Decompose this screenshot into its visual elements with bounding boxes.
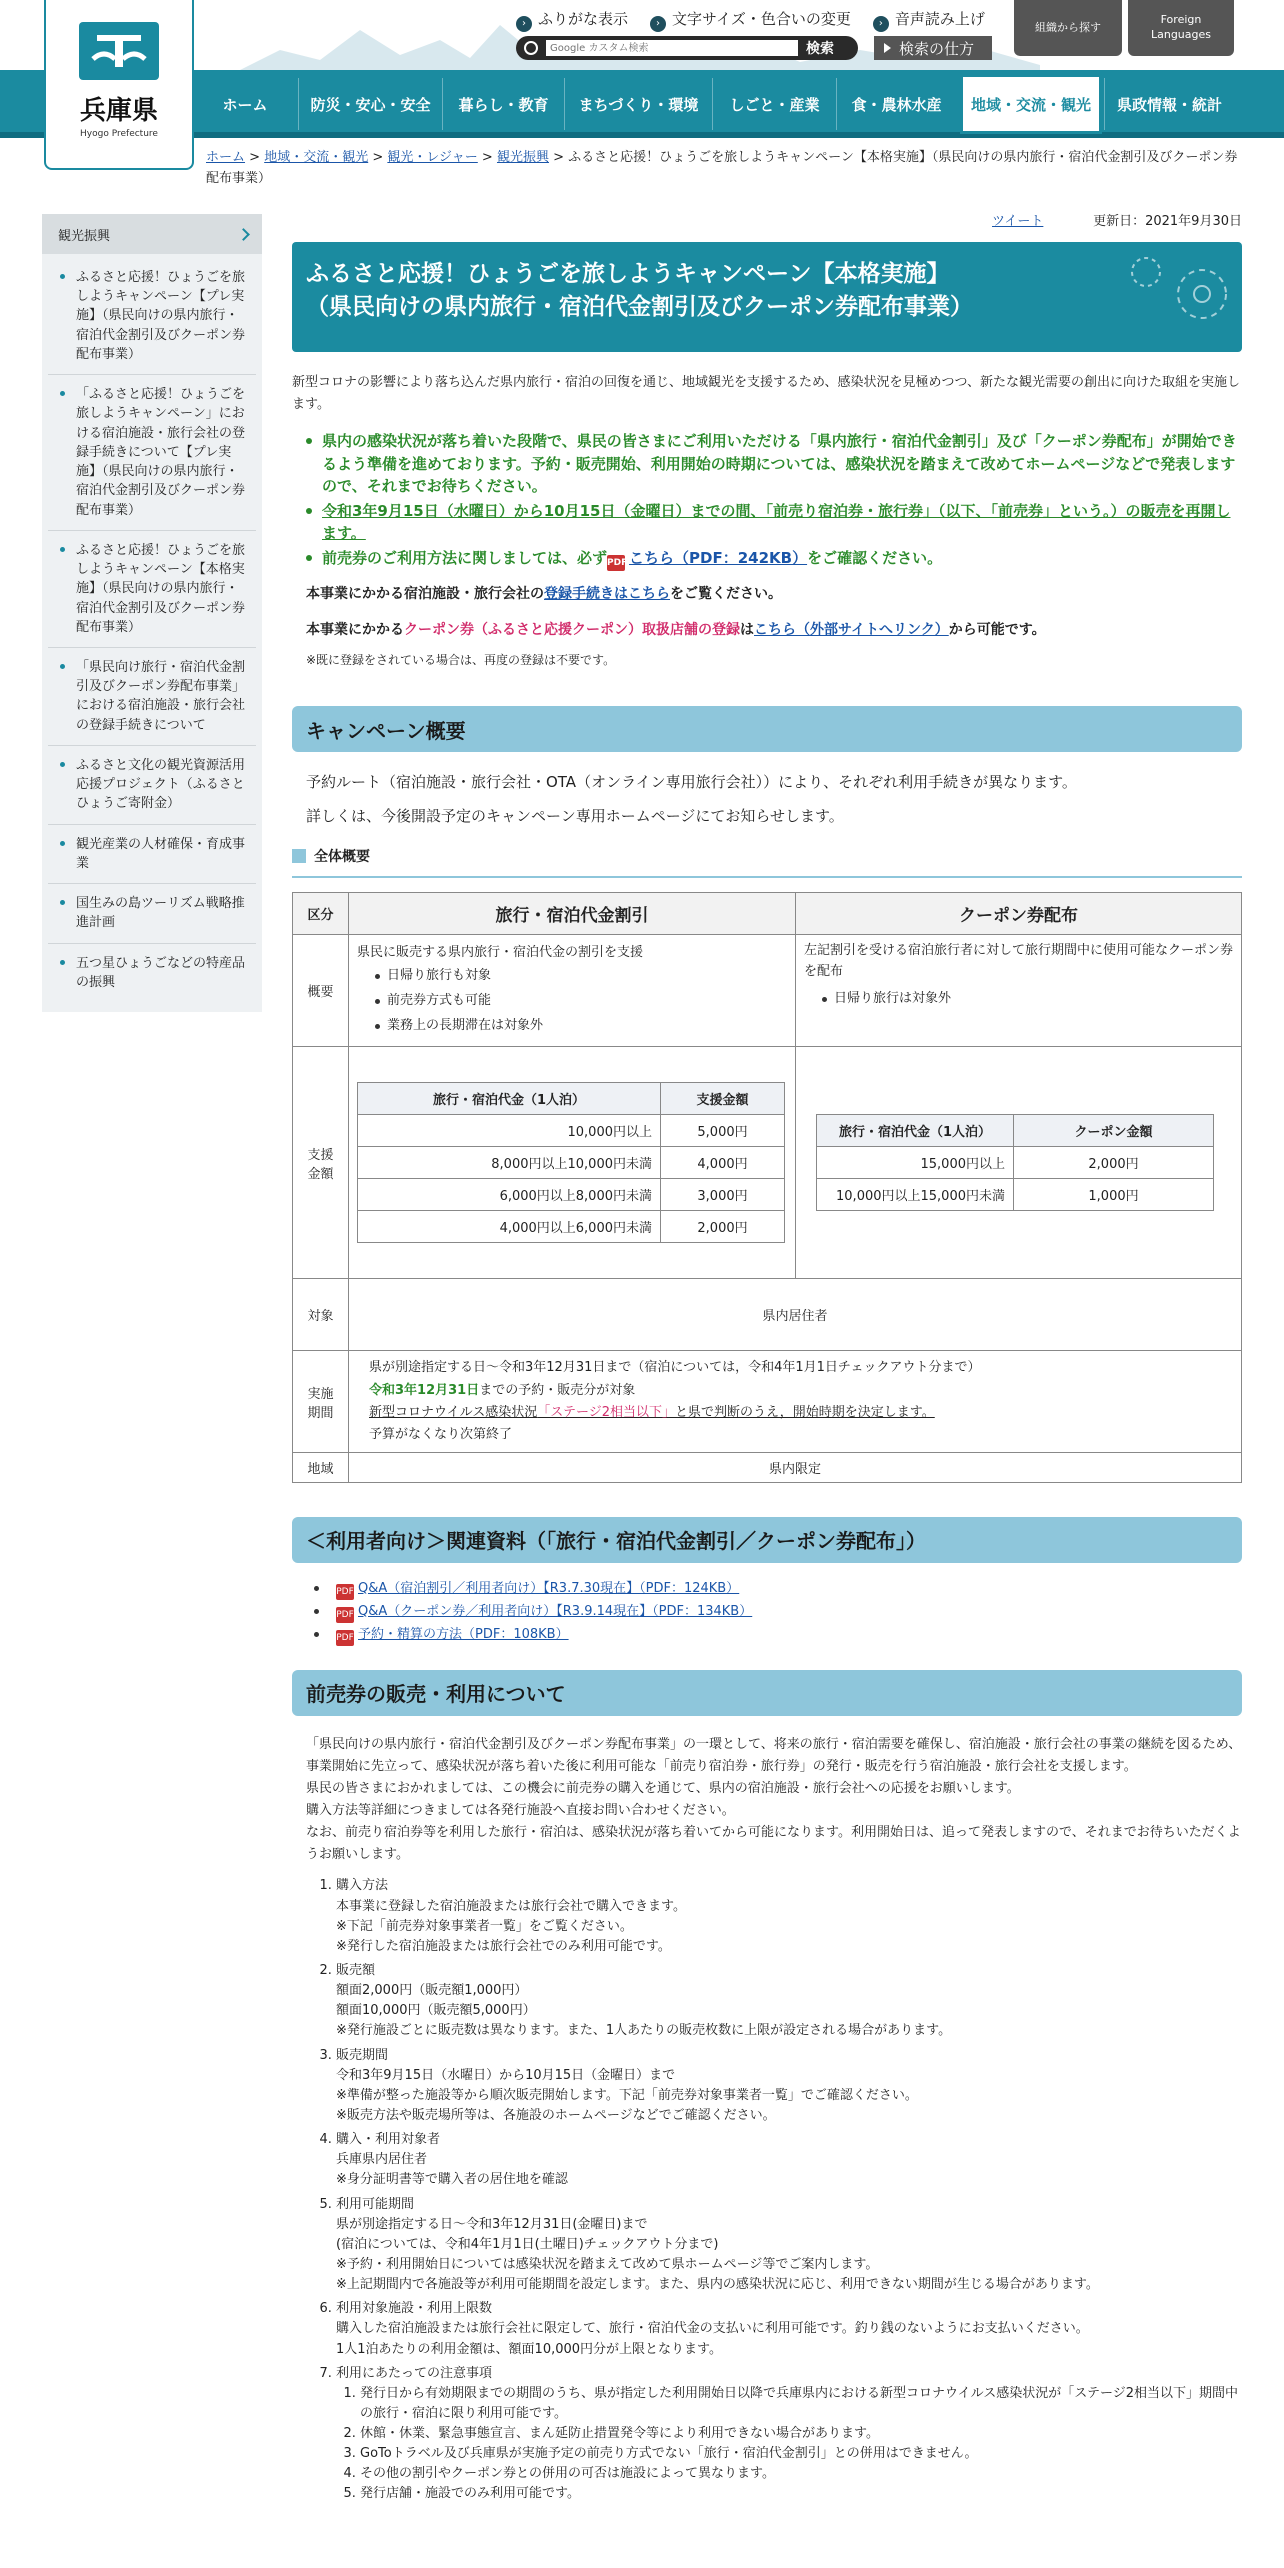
section-heading-documents: ＜利用者向け＞関連資料（「旅行・宿泊代金割引／クーポン券配布」）: [292, 1517, 1242, 1563]
chevron-right-icon: ›: [873, 16, 889, 32]
document-item: [336, 1602, 1242, 1623]
breadcrumb-current: ふるさと応援！ひょうごを旅しようキャンペーン【本格実施】（県民向けの県内旅行・宿泊代金割引及びクーポン券配布事業）: [206, 150, 1238, 186]
external-site-link[interactable]: こちら（外部サイトへリンク）: [754, 622, 949, 639]
updated-date: 更新日：2021年9月30日: [1093, 214, 1242, 229]
document-item: [336, 1579, 1242, 1600]
prefecture-logo[interactable]: [44, 0, 194, 170]
documents-list: [292, 1579, 1242, 1646]
sidebar-item[interactable]: 観光産業の人材確保・育成事業: [48, 825, 256, 884]
nav-town[interactable]: まちづくり・環境: [564, 78, 712, 130]
list-item: 7. 利用にあたっての注意事項 1. 発行日から有効期限までの期間のうち、県が指定した利用開始日以降で兵庫県内における新型コロナウイルス感染状況が「ステージ2相当以下」期間中の旅行・宿泊に限り利用可能です。 2. 休館・休業、緊急事態宣言、まん延防止措置発令等により利用できない場合があります。 3. GoToトラベル及び兵庫県が実施予定の前売り方式でない「旅行・宿泊代金割引」との併用はできません。 4. その他の割引やクーポン券との併用の可否は施設によって異なります。 5. 発行店舗・施設でのみ利用可能です。: [336, 2364, 1242, 2505]
search-howto-button[interactable]: 検索の仕方: [874, 36, 992, 60]
list-item: 5. 利用可能期間 県が別途指定する日～令和3年12月31日(金曜日)まで (宿泊については、令和4年1月1日(土曜日)チェックアウト分まで) ※予約・利用開始日については感染状況を踏まえて改めて県ホームページ等でご案内します。 ※上記期間内で各施設等が利用可能期間を設定します。また、県内の感染状況に応じ、利用できない期間が生じる場合があります。: [336, 2195, 1242, 2296]
list-item: 6. 利用対象施設・利用上限数 購入した宿泊施設または旅行会社に限定して、旅行・宿泊代金の支払いに利用可能です。釣り銭のないようにお支払いください。 1人1泊あたりの利用金額は、額面10,000円分が上限となります。: [336, 2299, 1242, 2359]
table-header: 支援金額: [661, 1083, 785, 1115]
foreign-languages-button[interactable]: Foreign Languages: [1128, 0, 1234, 56]
list-item: 日帰り旅行は対象外: [822, 987, 1233, 1012]
logo-text: 兵庫県: [79, 96, 158, 126]
notice-item: 令和3年9月15日（水曜日）から10月15日（金曜日）までの間、「前売り宿泊券・旅行券」（以下、「前売券」という。）の販売を再開します。: [322, 500, 1242, 545]
notice-item: 前売券のご利用方法に関しましては、必ずPDF こちら（PDF：242KB）をご確認ください。: [322, 547, 1242, 571]
org-search-button[interactable]: 組織から探す: [1014, 0, 1122, 56]
list-item: 日帰り旅行も対象: [375, 964, 787, 989]
table-header: 旅行・宿泊代金（1人泊）: [358, 1083, 661, 1115]
chevron-right-icon: ›: [650, 16, 666, 32]
chevron-right-icon: [237, 228, 250, 241]
row-label: 概要: [293, 935, 349, 1047]
read-aloud-link[interactable]: › 音声読み上げ: [873, 8, 985, 32]
sidebar-item[interactable]: 国生みの島ツーリズム戦略推進計画: [48, 884, 256, 943]
pdf-icon: PDF: [607, 555, 625, 571]
list-item: 4. その他の割引やクーポン券との併用の可否は施設によって異なります。: [360, 2464, 1242, 2484]
main-content: [292, 210, 1242, 2509]
sidebar-item[interactable]: 「県民向け旅行・宿泊代金割引及びクーポン券配布事業」における宿泊施設・旅行会社の登録手続きについて: [48, 648, 256, 746]
notice-list: [292, 430, 1242, 571]
tweet-link[interactable]: ツイート: [992, 214, 1044, 229]
table-header: 旅行・宿泊代金（1人泊）: [817, 1115, 1014, 1147]
sidebar-item[interactable]: ふるさと文化の観光資源活用応援プロジェクト（ふるさとひょうご寄附金）: [48, 746, 256, 825]
table-row: 15,000円以上 2,000円: [817, 1147, 1214, 1179]
sidebar-item[interactable]: ふるさと応援！ひょうごを旅しようキャンペーン【本格実施】（県民向けの県内旅行・宿泊代金割引及びクーポン券配布事業）: [48, 531, 256, 648]
sidebar-title[interactable]: 観光振興: [42, 214, 262, 254]
subheading-summary: 全体概要: [292, 846, 1242, 878]
square-icon: [292, 849, 306, 863]
list-item: 1. 購入方法 本事業に登録した宿泊施設または旅行会社で購入できます。 ※下記「前売券対象事業者一覧」をご覧ください。 ※発行した宿泊施設または旅行会社でのみ利用可能です。: [336, 1876, 1242, 1957]
list-item: 3. GoToトラベル及び兵庫県が実施予定の前売り方式でない「旅行・宿泊代金割引」との併用はできません。: [360, 2444, 1242, 2464]
area-value: 県内限定: [349, 1452, 1242, 1482]
nav-tourism[interactable]: 地域・交流・観光: [960, 74, 1102, 134]
search-input[interactable]: [546, 40, 798, 56]
outline-list: [357, 964, 787, 1038]
table-header: クーポン券配布: [796, 893, 1242, 935]
play-icon: [884, 43, 891, 53]
row-label: 地域: [293, 1452, 349, 1482]
reservation-method-link[interactable]: 予約・精算の方法（PDF：108KB）: [358, 1626, 569, 1642]
site-header: [0, 0, 1284, 160]
nav-home[interactable]: ホーム: [222, 95, 268, 114]
coupon-table: [816, 1114, 1214, 1211]
furigana-link[interactable]: › ふりがな表示: [516, 8, 628, 32]
sidebar-item[interactable]: 「ふるさと応援！ひょうごを旅しようキャンペーン」における宿泊施設・旅行会社の登録手続きについて【プレ実施】（県民向けの県内旅行・宿泊代金割引及びクーポン券配布事業）: [48, 375, 256, 531]
nav-food[interactable]: 食・農林水産: [836, 78, 956, 130]
discount-table: [357, 1082, 785, 1243]
breadcrumb-leisure[interactable]: 観光・レジャー: [387, 150, 478, 165]
breadcrumb-home[interactable]: ホーム: [206, 150, 246, 165]
notice-item: 県内の感染状況が落ち着いた段階で、県民の皆さまにご利用いただける「県内旅行・宿泊代金割引」及び「クーポン券配布」が開始できるよう準備を進めております。予約・販売開始、利用開始の時期については、感染状況を踏まえて改めてホームページなどで発表しますので、それまでお待ちください。: [322, 430, 1242, 498]
flower-decoration-icon: [1122, 254, 1232, 338]
nav-disaster[interactable]: 防災・安心・安全: [298, 78, 442, 130]
presale-intro: 「県民向けの県内旅行・宿泊代金割引及びクーポン券配布事業」の一環として、将来の旅行・宿泊需要を確保し、宿泊施設・旅行会社の事業の継続を図るため、事業開始に先立って、感染状況が落ち着いた後に利用可能な「前売り宿泊券・旅行券」の発行・販売を行う宿泊施設・旅行会社を支援します。 県民の皆さまにおかれましては、この機会に前売券の購入を通じて、県内の宿泊施設・旅行会社への応援をお願いします。 購入方法等詳細につきましては各発行施設へ直接お問い合わせください。 なお、前売り宿泊券等を利用した旅行・宿泊は、感染状況が落ち着いてから可能になります。利用開始日は、追って発表しますので、それまでお待ちいただくようお願いします。: [306, 1736, 1242, 1863]
overview-table: 区分 旅行・宿泊代金割引 クーポン券配布 概要 県民に販売する県内旅行・宿泊代金の割引を支援 日帰り旅行も対象 前売券方式も可能 業務上の長期滞在は対象外 左記割引を受ける宿泊旅行者に対して旅行期間中に使用可能なクーポン券を配布 日帰り旅行は対象外 支援 金額 旅行・宿泊代金（1人泊） 支援金額 10,000円以上 5,000円 8,000円以上10,000円未満 4,000円 6,000円以上8,000円未満 3,000円 4,000円以上6,000円未満 2,000円 旅行・宿泊代金（1人泊） クーポン金額 15,000円以上 2,000円 10,000円以上15,000円未満 1,000円 対象 県内居住者 実施 期間 県が別途指定する日～令和3年12月31日まで（宿泊については，令和4年1月1日チェックアウト分まで） 令和3年12月31日までの予約・販売分が対象 新型コロナウイルス感染状況「ステージ2相当以下」と県で判断のうえ，開始時期を決定します。 予算がなくなり次第終了 地域 県内限定: [292, 892, 1242, 1482]
coupon-store-text: 本事業にかかるクーポン券（ふるさと応援クーポン）取扱店舗の登録はこちら（外部サイトへリンク）から可能です。: [306, 622, 1046, 639]
list-item: 1. 発行日から有効期限までの期間のうち、県が指定した利用開始日以降で兵庫県内における新型コロナウイルス感染状況が「ステージ2相当以下」期間中の旅行・宿泊に限り利用可能です。: [360, 2384, 1242, 2424]
font-size-link[interactable]: › 文字サイズ・色合いの変更: [650, 8, 851, 32]
presale-details-list: [336, 1876, 1242, 2504]
search-bar: [516, 36, 858, 60]
intro-text: 新型コロナの影響により落ち込んだ県内旅行・宿泊の回復を通じ、地域観光を支援するため、感染状況を見極めつつ、新たな観光需要の創出に向けた取組を実施します。: [292, 375, 1240, 413]
sidebar-item[interactable]: ふるさと応援！ひょうごを旅しようキャンペーン【プレ実施】（県民向けの県内旅行・宿泊代金割引及びクーポン券配布事業）: [48, 258, 256, 375]
document-item: [336, 1625, 1242, 1646]
nav-government[interactable]: 県政情報・統計: [1104, 78, 1234, 130]
qa-discount-link[interactable]: Q&A（宿泊割引／利用者向け）【R3.7.30現在】（PDF：124KB）: [358, 1580, 740, 1596]
table-header: 区分: [293, 893, 349, 935]
pdf-icon: PDF: [336, 1607, 354, 1623]
usage-pdf-link[interactable]: こちら（PDF：242KB）: [629, 548, 808, 567]
table-row: 4,000円以上6,000円未満 2,000円: [358, 1211, 785, 1243]
registration-link[interactable]: 登録手続きはこちら: [544, 585, 670, 602]
table-row: 8,000円以上10,000円未満 4,000円: [358, 1147, 785, 1179]
list-item: 5. 発行店舗・施設でのみ利用可能です。: [360, 2484, 1242, 2504]
logo-subtext: Hyogo Prefecture: [80, 129, 158, 139]
overview-text-1: 予約ルート（宿泊施設・旅行会社・OTA（オンライン専用旅行会社））により、それぞれ利用手続きが異なります。: [306, 773, 1077, 792]
row-label: 支援 金額: [293, 1047, 349, 1279]
overview-text-2: 詳しくは、今後開設予定のキャンペーン専用ホームページにてお知らせします。: [306, 807, 844, 826]
table-header: クーポン金額: [1014, 1115, 1214, 1147]
hyogo-emblem-icon: [79, 22, 159, 80]
sidebar-item[interactable]: 五つ星ひょうごなどの特産品の振興: [48, 944, 256, 1002]
list-item: 2. 休館・休業、緊急事態宣言、まん延防止措置発令等により利用できない場合があります。: [360, 2424, 1242, 2444]
breadcrumb-tourism[interactable]: 地域・交流・観光: [264, 150, 369, 165]
registration-text: 本事業にかかる宿泊施設・旅行会社の登録手続きはこちらをご覧ください。: [306, 585, 782, 602]
search-button[interactable]: 検索: [806, 41, 834, 57]
table-row: 6,000円以上8,000円未満 3,000円: [358, 1179, 785, 1211]
row-label: 実施 期間: [293, 1351, 349, 1452]
target-value: 県内居住者: [349, 1279, 1242, 1351]
utility-links: [516, 8, 985, 32]
section-heading-presale: 前売券の販売・利用について: [292, 1670, 1242, 1716]
outline-list: [804, 987, 1233, 1012]
table-row: 10,000円以上15,000円未満 1,000円: [817, 1179, 1214, 1211]
nav-life[interactable]: 暮らし・教育: [442, 78, 564, 130]
sidebar: [42, 214, 262, 1012]
search-icon: [524, 41, 538, 55]
chevron-right-icon: ›: [516, 16, 532, 32]
table-row: 10,000円以上 5,000円: [358, 1115, 785, 1147]
row-label: 対象: [293, 1279, 349, 1351]
pdf-icon: PDF: [336, 1584, 354, 1600]
qa-coupon-link[interactable]: Q&A（クーポン券／利用者向け）【R3.9.14現在】（PDF：134KB）: [358, 1603, 753, 1619]
table-header: 旅行・宿泊代金割引: [349, 893, 796, 935]
breadcrumb: ホーム > 地域・交流・観光 > 観光・レジャー > 観光振興 > ふるさと応援！ひょうごを旅しようキャンペーン【本格実施】（県民向けの県内旅行・宿泊代金割引及びクーポン券配布事業）: [206, 150, 1238, 186]
section-heading-overview: キャンペーン概要: [292, 706, 1242, 752]
list-item: 4. 購入・利用対象者 兵庫県内居住者 ※身分証明書等で購入者の居住地を確認: [336, 2130, 1242, 2190]
list-item: 前売券方式も可能: [375, 989, 787, 1014]
nav-work[interactable]: しごと・産業: [712, 78, 836, 130]
list-item: 業務上の長期滞在は対象外: [375, 1014, 787, 1039]
list-item: 3. 販売期間 令和3年9月15日（水曜日）から10月15日（金曜日）まで ※準備が整った施設等から順次販売開始します。下記「前売券対象事業者一覧」でご確認ください。 ※販売方法や販売場所等は、各施設のホームページなどでご確認ください。: [336, 2046, 1242, 2127]
note-text: ※既に登録をされている場合は、再度の登録は不要です。: [306, 653, 616, 668]
caution-list: [360, 2384, 1242, 2505]
page-title: ふるさと応援！ひょうごを旅しようキャンペーン【本格実施】 （県民向けの県内旅行・宿泊代金割引及びクーポン券配布事業）: [292, 242, 1242, 352]
list-item: 2. 販売額 額面2,000円（販売額1,000円） 額面10,000円（販売額5,000円） ※発行施設ごとに販売数は異なります。また、1人あたりの販売枚数に上限が設定される場合があります。: [336, 1961, 1242, 2042]
breadcrumb-promotion[interactable]: 観光振興: [496, 150, 549, 165]
pdf-icon: PDF: [336, 1630, 354, 1646]
